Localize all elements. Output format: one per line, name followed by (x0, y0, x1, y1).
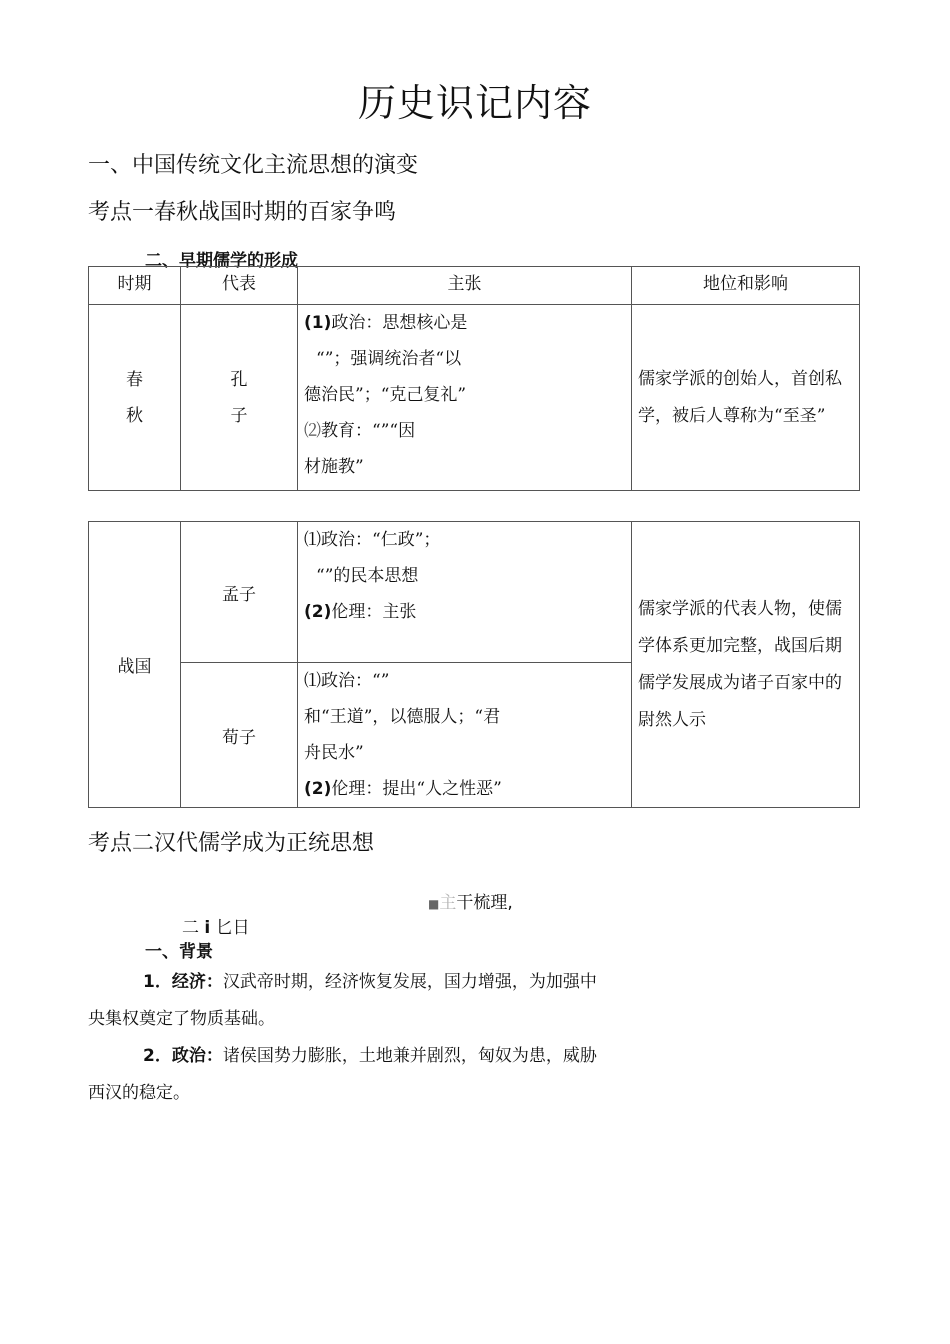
prop-num-2: ⑵ (304, 421, 321, 441)
label-zhu: 主 (439, 893, 457, 913)
xunzi-line-3: 舟民水” (304, 743, 364, 763)
section-heading-1: 一、中国传统文化主流思想的演变 (88, 153, 419, 178)
xunzi-line-4 (298, 771, 631, 807)
period-char-1: 春 (126, 369, 143, 390)
kaodian-1-heading: 考点一春秋战国时期的百家争鸣 (88, 200, 397, 225)
prop-line-2: “”；强调统治者“以 (316, 349, 462, 369)
rep-mengzi: 孟子 (181, 522, 298, 663)
mengzi-line-1: ⑴政治：“仁政”； (304, 530, 441, 550)
xunzi-num-2: (2) (304, 779, 332, 799)
subsection-heading-early-confucianism: 二、早期儒学的形成 (145, 251, 298, 271)
header-proposition: 主张 (298, 267, 632, 305)
politics-label: 2．政治： (143, 1046, 223, 1066)
prop-text-1: 政治：思想核心是 (331, 313, 468, 333)
period-char-2: 秋 (126, 405, 143, 426)
economy-text-1: 汉武帝时期，经济恢复发展，国力增强，为加强中 (222, 972, 597, 992)
prop-text-4: 教育：“”“因 (321, 421, 416, 441)
economy-line-2: 央集权奠定了物质基础。 (88, 1009, 275, 1029)
confucianism-table-warring-states (88, 521, 860, 808)
prop-num-1: (1) (304, 313, 332, 333)
background-heading: 一、背景 (145, 942, 213, 962)
confucianism-table-spring-autumn (88, 266, 860, 491)
garbled-c: 匕日 (215, 918, 250, 938)
garbled-text (182, 913, 250, 938)
prop-line-3: 德治民”；“克己复礼” (304, 385, 467, 405)
status-cell: 儒家学派的创始人，首创私学，被后人尊称为“至圣” (632, 305, 860, 491)
proposition-cell (298, 305, 632, 491)
paragraph-economy (88, 964, 658, 1038)
header-status: 地位和影响 (632, 267, 860, 305)
warring-states-status-cell: 儒家学派的代表人物，使儒学体系更加完整，战国后期儒学发展成为诸子百家中的尉然人示 (632, 522, 860, 808)
xunzi-line-1: ⑴政治：“” (304, 671, 390, 691)
xunzi-proposition-cell (298, 663, 632, 808)
economy-line-1 (88, 964, 658, 1001)
garbled-a: 二 (182, 918, 199, 938)
prop-line-5: 材施教” (304, 457, 364, 477)
kaodian-2-heading: 考点二汉代儒学成为正统思想 (88, 831, 375, 856)
mengzi-num-2: (2) (304, 602, 332, 622)
period-cell (89, 305, 181, 491)
header-representative: 代表 (181, 267, 298, 305)
period-warring-states: 战国 (89, 522, 181, 808)
rep-xunzi: 荀子 (181, 663, 298, 808)
label-rest: 干梳理, (456, 893, 513, 913)
economy-label: 1．经济： (143, 972, 223, 992)
politics-text-1: 诸侯国势力膨胀，土地兼并剧烈，匈奴为患，威胁 (222, 1046, 597, 1066)
prop-line-1 (298, 305, 631, 341)
politics-line-2: 西汉的稳定。 (88, 1083, 190, 1103)
rep-char-1: 孔 (230, 369, 248, 390)
representative-cell (181, 305, 298, 491)
mengzi-line-3 (298, 594, 631, 630)
section-label (428, 888, 513, 913)
garbled-b: i (204, 918, 211, 938)
rep-char-2: 子 (230, 405, 248, 426)
square-icon: ■ (428, 897, 440, 911)
xunzi-line-2: 和“王道”，以德服人；“君 (304, 707, 501, 727)
prop-line-4 (298, 413, 631, 449)
mengzi-line-2: “”的民本思想 (316, 566, 419, 586)
xunzi-text-4: 伦理：提出“人之性恶” (331, 779, 502, 799)
politics-line-1 (88, 1038, 658, 1075)
mengzi-text-3: 伦理：主张 (331, 602, 417, 622)
header-period: 时期 (89, 267, 181, 305)
paragraph-politics (88, 1038, 658, 1112)
mengzi-proposition-cell (298, 522, 632, 663)
page-title: 历史识记内容 (357, 81, 592, 125)
